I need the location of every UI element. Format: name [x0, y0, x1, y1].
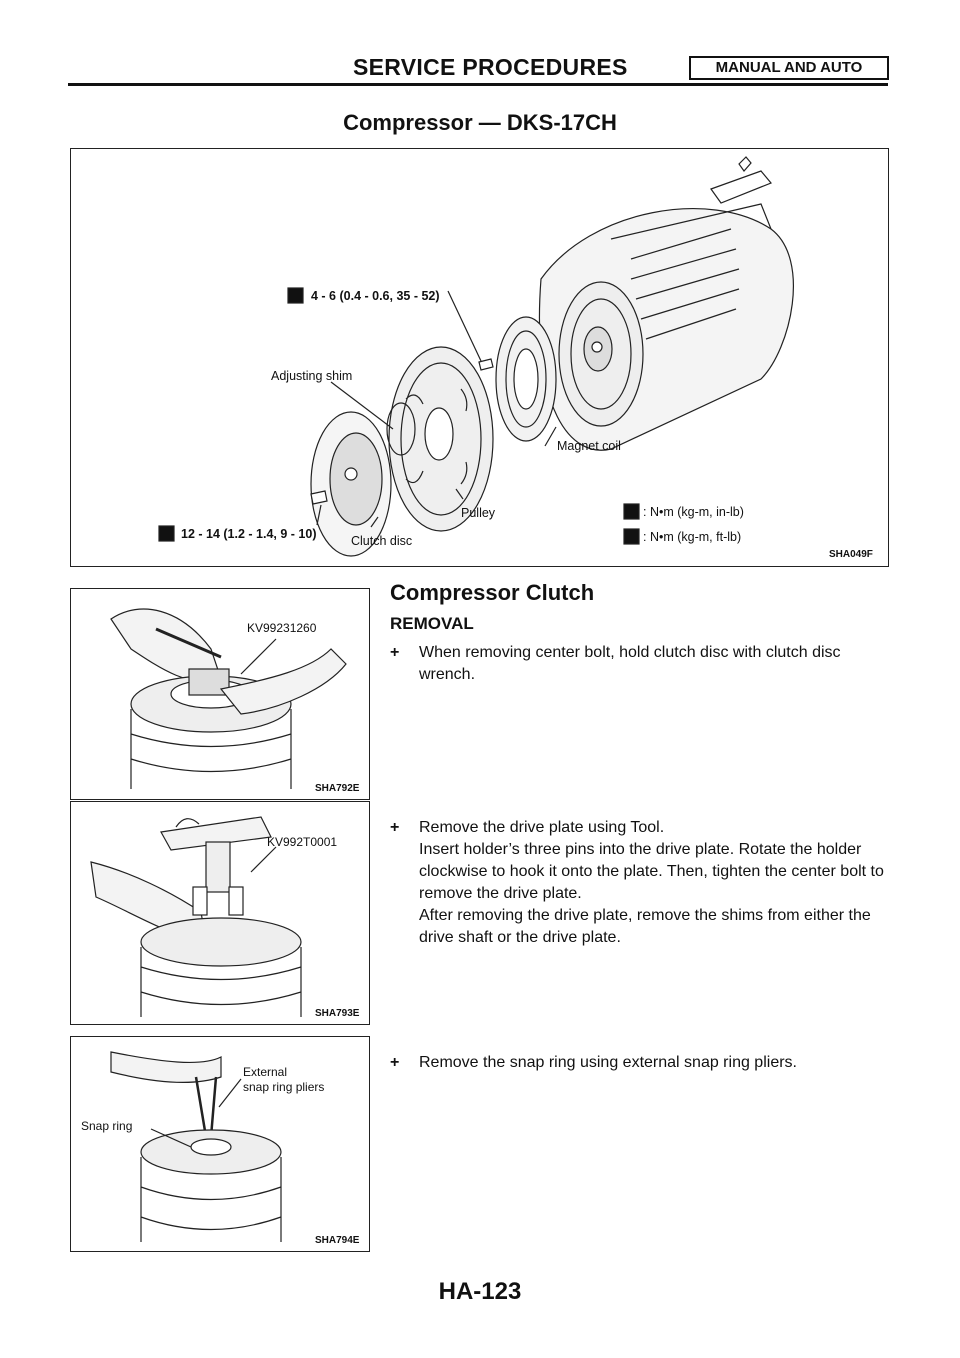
- label-clutch-disc: Clutch disc: [351, 534, 413, 548]
- label-magnet-coil: Magnet coil: [557, 439, 621, 453]
- tool-label-line1: External: [243, 1065, 288, 1079]
- tool-label: KV992T0001: [267, 835, 338, 849]
- tool-label: KV99231260: [247, 621, 317, 635]
- legend-ft-lb: : N•m (kg-m, ft-lb): [643, 530, 742, 544]
- step-text: Remove the snap ring using external snap ring pliers.: [419, 1054, 797, 1071]
- clutch-wrench-drawing: [71, 589, 369, 799]
- figure-code: SHA049F: [829, 549, 873, 560]
- torque-spec-bottom: 12 - 14 (1.2 - 1.4, 9 - 10): [181, 527, 317, 541]
- section-badge: MANUAL AND AUTO: [689, 56, 889, 80]
- step-3: [390, 1052, 900, 1074]
- section-header: SERVICE PROCEDURES: [353, 54, 628, 80]
- step-2: [390, 817, 900, 949]
- legend-in-lb: : N•m (kg-m, in-lb): [643, 505, 744, 519]
- compressor-drawing: [71, 149, 888, 566]
- label-adjusting-shim: Adjusting shim: [271, 369, 353, 383]
- snap-ring-pliers-drawing: [71, 1037, 369, 1251]
- page-title: Compressor — DKS-17CH: [343, 110, 617, 135]
- part-label: Snap ring: [81, 1119, 133, 1133]
- section-heading: Compressor Clutch: [390, 580, 595, 605]
- step-1: [390, 642, 900, 686]
- figure-clutch-wrench: [70, 588, 370, 800]
- header-rule: [68, 83, 888, 86]
- subsection-heading: REMOVAL: [390, 614, 474, 633]
- step-text: When removing center bolt, hold clutch disc with clutch disc wrench.: [419, 644, 841, 683]
- compressor-exploded-figure: [70, 148, 889, 567]
- figure-code: SHA793E: [315, 1008, 360, 1019]
- figure-snap-ring-pliers: [70, 1036, 370, 1252]
- step-text: Remove the drive plate using Tool. Insert holder’s three pins into the drive plate. Rotate the holder clockwise to hook it onto the plate. Then, tighten the center bolt to remove the drive plate. After removing the drive plate, remove the shims from either the drive shaft or the drive plate.: [419, 819, 884, 946]
- bullet: +: [390, 1054, 400, 1071]
- page-number: HA-123: [438, 1278, 522, 1305]
- bullet: +: [390, 819, 400, 836]
- label-pulley: Pulley: [461, 506, 496, 520]
- bullet: +: [390, 644, 400, 661]
- torque-spec-top: 4 - 6 (0.4 - 0.6, 35 - 52): [311, 289, 440, 303]
- tool-label-line2: snap ring pliers: [243, 1080, 325, 1094]
- figure-code: SHA794E: [315, 1235, 360, 1246]
- figure-code: SHA792E: [315, 783, 360, 794]
- figure-drive-plate-holder: [70, 801, 370, 1025]
